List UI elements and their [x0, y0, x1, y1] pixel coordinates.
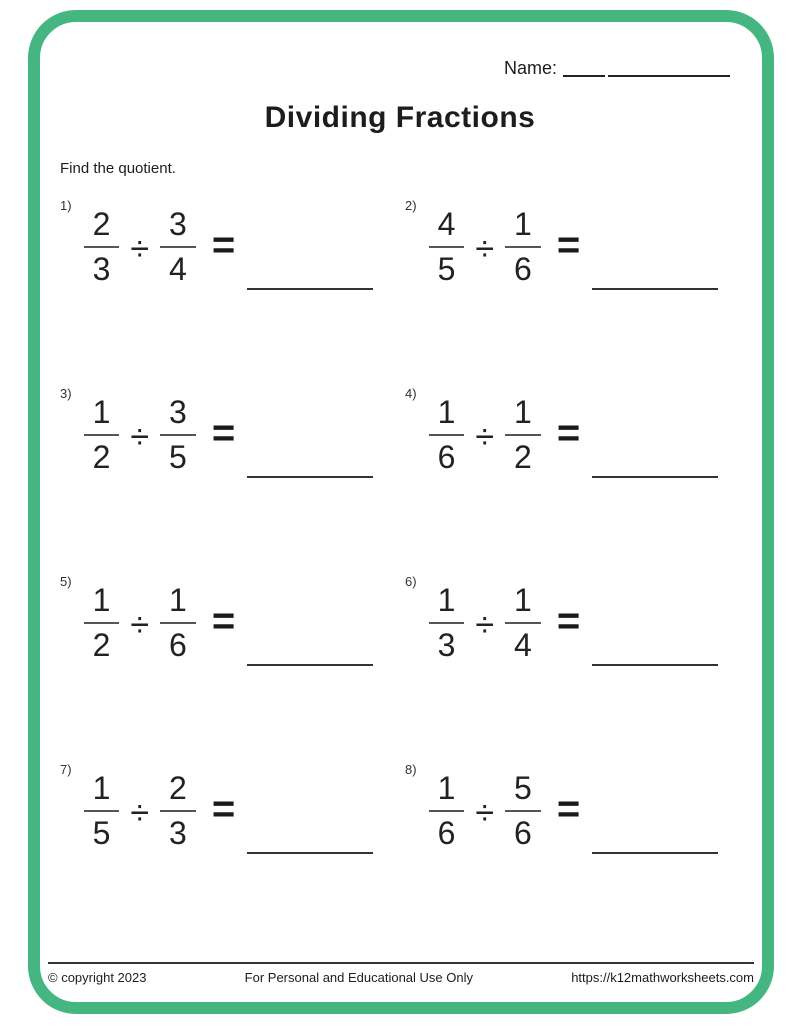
fraction-denominator: 6: [514, 251, 532, 287]
fraction-bar: [429, 810, 465, 812]
copyright-text: © copyright 2023: [48, 970, 147, 985]
fraction-bar: [84, 622, 120, 624]
equals-symbol: =: [556, 222, 581, 267]
footer-divider: [48, 962, 754, 964]
fraction-denominator: 5: [92, 815, 111, 851]
answer-blank: [592, 852, 718, 854]
fraction-bar: [505, 622, 541, 624]
divide-symbol: ÷: [475, 605, 495, 644]
divisor-fraction: [160, 206, 196, 288]
fraction-numerator: 1: [92, 394, 111, 431]
divisor-fraction: [505, 394, 541, 476]
problems-grid: [60, 196, 750, 862]
fraction-bar: [429, 622, 465, 624]
divide-symbol: ÷: [475, 793, 495, 832]
fraction-denominator: 3: [92, 251, 111, 287]
fraction-bar: [429, 246, 465, 248]
fraction-bar: [429, 434, 465, 436]
problem-3: [60, 384, 405, 486]
fraction-numerator: 1: [169, 582, 187, 619]
name-field: [504, 58, 730, 79]
dividend-fraction: [84, 394, 120, 476]
fraction-denominator: 4: [514, 627, 532, 663]
fraction-bar: [160, 810, 196, 812]
fraction-numerator: 1: [437, 394, 456, 431]
dividend-fraction: [84, 770, 120, 852]
fraction-numerator: 1: [92, 770, 111, 807]
website-url: https://k12mathworksheets.com: [571, 970, 754, 985]
fraction-denominator: 4: [169, 251, 187, 287]
name-label: Name:: [503, 58, 557, 78]
divide-symbol: ÷: [130, 417, 150, 456]
divide-symbol: ÷: [130, 605, 150, 644]
problem-number: 3): [60, 386, 72, 401]
problem-2: [405, 196, 750, 298]
fraction-denominator: 2: [92, 627, 111, 663]
answer-blank: [247, 288, 373, 290]
divide-symbol: ÷: [130, 229, 150, 268]
answer-blank: [592, 664, 718, 666]
name-blank-line-short: [563, 75, 605, 77]
fraction-numerator: 1: [437, 770, 456, 807]
answer-blank: [592, 476, 718, 478]
problem-6: [405, 572, 750, 674]
fraction-numerator: 1: [514, 206, 532, 243]
divisor-fraction: [160, 770, 196, 852]
fraction-bar: [505, 810, 541, 812]
answer-blank: [247, 664, 373, 666]
usage-text: For Personal and Educational Use Only: [244, 970, 474, 985]
dividend-fraction: [84, 582, 120, 664]
fraction-numerator: 4: [437, 206, 456, 243]
instruction-text: Find the quotient.: [60, 160, 176, 177]
problem-8: [405, 760, 750, 862]
fraction-bar: [84, 810, 120, 812]
equals-symbol: =: [211, 410, 236, 455]
answer-blank: [592, 288, 718, 290]
fraction-numerator: 3: [169, 394, 187, 431]
problem-number: 5): [60, 574, 72, 589]
fraction-bar: [84, 434, 120, 436]
fraction-denominator: 5: [437, 251, 456, 287]
dividend-fraction: [84, 206, 120, 288]
divide-symbol: ÷: [475, 229, 495, 268]
fraction-bar: [505, 246, 541, 248]
divide-symbol: ÷: [130, 793, 150, 832]
divisor-fraction: [505, 770, 541, 852]
equals-symbol: =: [556, 786, 581, 831]
fraction-numerator: 2: [169, 770, 187, 807]
problem-number: 6): [405, 574, 417, 589]
fraction-denominator: 6: [437, 815, 456, 851]
divide-symbol: ÷: [475, 417, 495, 456]
problem-number: 7): [60, 762, 72, 777]
problem-1: [60, 196, 405, 298]
equals-symbol: =: [556, 598, 581, 643]
problem-5: [60, 572, 405, 674]
fraction-denominator: 6: [514, 815, 532, 851]
fraction-denominator: 3: [437, 627, 456, 663]
fraction-numerator: 1: [437, 582, 456, 619]
fraction-denominator: 2: [92, 439, 111, 475]
equals-symbol: =: [211, 222, 236, 267]
dividend-fraction: [429, 206, 465, 288]
fraction-bar: [160, 434, 196, 436]
problem-7: [60, 760, 405, 862]
fraction-numerator: 1: [514, 582, 532, 619]
fraction-denominator: 6: [437, 439, 456, 475]
problem-number: 1): [60, 198, 72, 213]
dividend-fraction: [429, 394, 465, 476]
divisor-fraction: [160, 394, 196, 476]
equals-symbol: =: [556, 410, 581, 455]
fraction-numerator: 5: [514, 770, 532, 807]
fraction-bar: [505, 434, 541, 436]
answer-blank: [247, 476, 373, 478]
fraction-denominator: 5: [169, 439, 187, 475]
fraction-numerator: 1: [92, 582, 111, 619]
answer-blank: [247, 852, 373, 854]
name-blank-line-long: [608, 75, 730, 77]
fraction-bar: [160, 622, 196, 624]
fraction-numerator: 1: [514, 394, 532, 431]
divisor-fraction: [505, 206, 541, 288]
fraction-denominator: 3: [169, 815, 187, 851]
equals-symbol: =: [211, 786, 236, 831]
fraction-denominator: 6: [169, 627, 187, 663]
dividend-fraction: [429, 770, 465, 852]
equals-symbol: =: [211, 598, 236, 643]
divisor-fraction: [505, 582, 541, 664]
problem-number: 4): [405, 386, 417, 401]
fraction-numerator: 3: [169, 206, 187, 243]
dividend-fraction: [429, 582, 465, 664]
fraction-denominator: 2: [514, 439, 532, 475]
problem-number: 2): [405, 198, 417, 213]
problem-4: [405, 384, 750, 486]
page-title: Dividing Fractions: [264, 101, 536, 134]
footer: [48, 970, 754, 985]
fraction-bar: [84, 246, 120, 248]
fraction-numerator: 2: [92, 206, 111, 243]
divisor-fraction: [160, 582, 196, 664]
fraction-bar: [160, 246, 196, 248]
problem-number: 8): [405, 762, 417, 777]
